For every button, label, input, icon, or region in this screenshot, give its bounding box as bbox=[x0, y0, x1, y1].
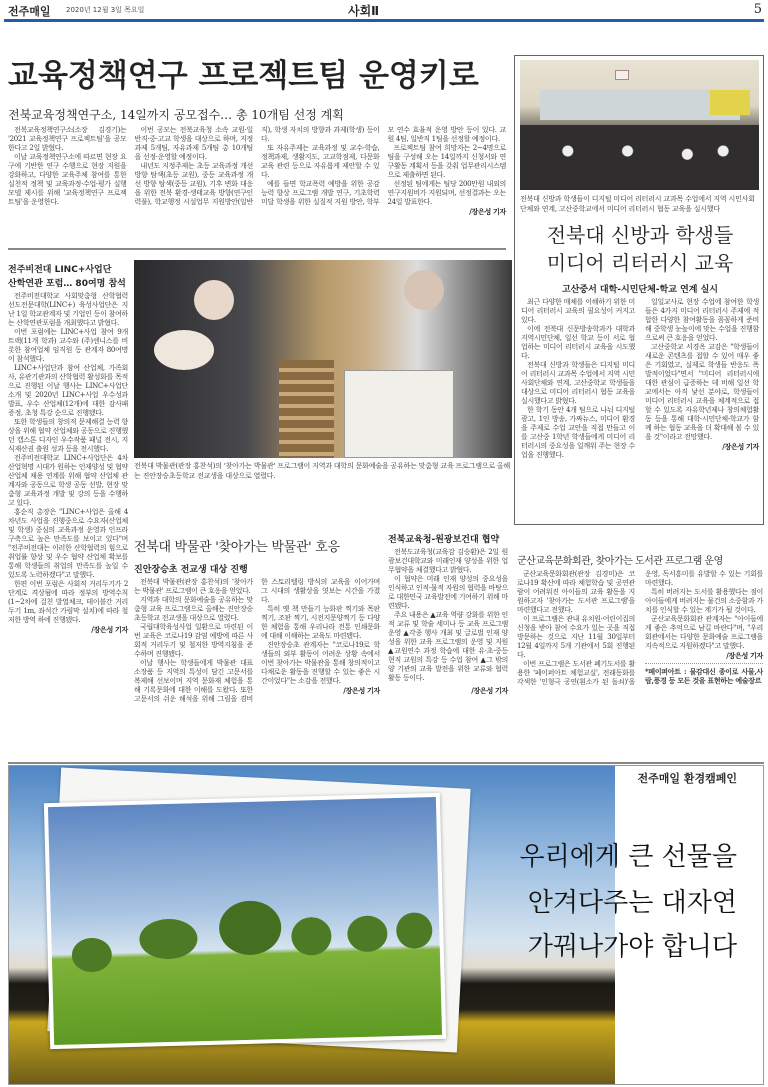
byline: /장은성 기자 bbox=[343, 686, 380, 695]
section-name: 사회Ⅱ bbox=[348, 4, 380, 18]
museum-photo-caption: 전북대 박물관(관장 홍찬석)의 '찾아가는 박물관' 프로그램이 지역과 대학의 문화예술을 공유하는 맞춤형 교육 프로그램으로 올해는 진안장승초등학교 전교생을 대상으로 열렸다. bbox=[134, 462, 511, 480]
main-subheadline: 전북교육정책연구소, 14일까지 공모접수… 총 10개팀 선정 계획 bbox=[8, 108, 344, 122]
header-rule bbox=[4, 19, 764, 22]
paragraph: 전북대 박물관(관장 홍찬석)의 '찾아가는 박물관' 프로그램이 큰 호응을 얻었다. bbox=[134, 578, 253, 595]
paragraph: 진안장승초 관계자는 "코로나19로 학생들의 외부 활동이 어려운 상황 속에서 이번 찾아가는 박물관을 통해 창의적이고 다채로운 활동을 진행할 수 있는 좋은 시간이었다"는 소감을 전했다. bbox=[261, 641, 380, 685]
paragraph: 또한 학생들의 창의적 문제해결 능력 향상을 위해 협약 산업체와 공동으로 진행했던 캡스톤 디자인 우수작품 패널 전시, 지식재산권 출원 성과 등을 전시했다. bbox=[8, 418, 128, 453]
tree-icon bbox=[139, 918, 198, 960]
paragraph: 선정된 팀에게는 팀당 200만원 내외의 연구지원비가 지원되며, 선정결과는 오는 24일 발표한다. bbox=[387, 180, 506, 206]
paragraph: 일일교사로 현장 수업에 참여한 학생들은 4가지 미디어 리터러시 주제에 적합한 다양한 참여활동을 꼼꼼하게 준비해 중학생 눈높이에 맞는 수업을 진행함으로써 큰 호응을 얻었다. bbox=[645, 298, 759, 342]
footnote: *페이퍼아트 : 물감대신 종이로 사물,사람,풍경 등 모든 것을 표현하는 예술장르 bbox=[645, 663, 763, 685]
trees-photo-card bbox=[44, 793, 446, 1049]
ad-slogan-line-3: 가꿔나가야 합니다 bbox=[527, 932, 737, 962]
paragraph: 국립대학육성사업 일환으로 마련된 이번 교육은 코로나19 감염 예방에 따른 사회적 거리두기 및 철저한 방역지침을 준수하며 진행됐다. bbox=[134, 623, 253, 658]
ad-title: 전주매일 환경캠페인 bbox=[637, 772, 737, 785]
byline: /장은성 기자 bbox=[471, 686, 508, 695]
paragraph: 최근 다양한 매체를 이해하기 위한 미디어 리터러시 교육의 필요성이 커지고 있다. bbox=[521, 298, 635, 324]
gunsan-headline: 군산교육문화회관, 찾아가는 도서관 프로그램 운영 bbox=[517, 556, 723, 567]
paragraph: 내년도 지정주제는 초등 교육과정 개선 방향 탐색(초등 교원), 중등 교육과정 개선 방향 탐색(중등 교원), 기후 변화 대응을 위한 전북 환경·생태교육 방향(연구인력풀), 학교행정 시설업무 지원방안(일반직), 학생 자치의 방향과 과제(학생) 등이다. bbox=[134, 126, 380, 206]
byline: /장은성 기자 bbox=[91, 625, 128, 634]
environment-campaign-ad bbox=[8, 765, 764, 1085]
media-article-body bbox=[521, 298, 759, 460]
main-article-body bbox=[8, 126, 506, 216]
divider bbox=[8, 762, 764, 764]
tree-icon bbox=[347, 915, 388, 952]
media-headline-2: 미디어 리터러시 교육 bbox=[546, 251, 734, 275]
office-headline: 전북교육청-원광보건대 협약 bbox=[388, 535, 500, 545]
tree-icon bbox=[396, 912, 433, 949]
paragraph: 홍순직 총장은 "LINC+사업은 올해 4차년도 사업을 진행중으로 수요자(산업체 및 학생) 중심의 교육과정 운영과 인프라 구축으로 높은 만족도를 보이고 있다"며 "전주비전대는 이러한 산학협력의 힘으로 취업률 향상 및 우수 협약 산업체 확보를 통해 학생들의 취업의 만족도를 높일 수 있도록 노력하겠다"고 말했다. bbox=[8, 508, 128, 579]
byline: /장은성 기자 bbox=[469, 207, 506, 216]
classroom-photo bbox=[520, 60, 759, 190]
paragraph: 예를 들면 학교폭력 예방을 위한 공감능력 향상 프로그램 개발 연구, 기초학력 미달 학생을 위한 실질적 지원 방안, 학부모 연수 효율적 운영 방안 등이 있다. 교원 4팀, 일반직 1팀을 선정할 예정이다. bbox=[261, 126, 506, 206]
linc-headline-2: 산학연관 포럼… 80여명 참석 bbox=[8, 279, 126, 289]
museum-subheadline: 진안장승초 전교생 대상 진행 bbox=[134, 565, 248, 575]
paragraph: 이날 행사는 학생들에게 박물관 대표 소장품 등 지역의 특성이 담긴 고문서를 복제해 선보이며 지역 문화재 체험을 통해 기록문화에 대한 이해를 도왔다. 또한 고문서의 쉬운 해석을 위해 그림을 겸비한 스토리텔링 방식의 교육을 이어가며 그 시대의 생활상을 엿보는 시간을 가졌다. bbox=[134, 578, 380, 703]
museum-article-body bbox=[134, 578, 380, 704]
media-photo-caption: 전북대 신방과 학생들이 디지털 미디어 리터러시 교과목 수업에서 지역 시민사회단체와 연계, 고산중학교에서 미디어 리터러시 협동 교육을 실시했다 bbox=[520, 195, 755, 213]
paragraph: 특히 버려지는 도서를 활용했다는 점이 아이들에게 버려지는 물건의 소중함과 가치를 인식할 수 있는 계기가 될 것이다. bbox=[645, 588, 763, 614]
paragraph: 또 자유주제는 교육과정 및 교수·학습, 정책과제, 생활지도, 고교학점제, 다문화교육 관련 등으로 자유롭게 제안할 수 있다. bbox=[261, 144, 380, 179]
ad-slogan-line-1: 우리에게 큰 선물을 bbox=[519, 842, 737, 872]
paper-name: 전주매일 bbox=[8, 5, 51, 18]
linc-headline-1: 전주비전대 LINC+사업단 bbox=[8, 265, 112, 275]
tree-icon bbox=[291, 917, 332, 956]
paragraph: 한편 이번 포럼은 사회적 거리두기가 2단계로 격상됨에 따라 정부의 방역수칙(1~2차에 걸친 발열체크, 테이블간 거리두기 1m, 좌석간 가림막 설치)에 따라 철저한 방역 하에 진행됐다. bbox=[8, 580, 128, 624]
paragraph: 전북교육정책연구소(소장 김경기)는 '2021 교육정책연구 프로젝트팀'을 공모한다고 2일 밝혔다. bbox=[8, 126, 127, 152]
tree-icon bbox=[218, 900, 281, 956]
paragraph: 이에 전북대 신문방송학과가 대학과 지역시민단체, 일선 학교 등이 서로 협업하는 미디어 리터러시 교육을 시도했다. bbox=[521, 325, 635, 360]
divider bbox=[8, 248, 506, 250]
paragraph: 한 학기 동안 4개 팀으로 나눠 디지털 광고, 1인 방송, 가짜뉴스, 미디어 환경을 주제로 수업 교안을 직접 만들고 이를 고산중 1학년 학생들에게 미디어 리터러시의 중요성을 일깨워 주는 현장 수업을 진행했다. bbox=[521, 406, 635, 459]
paragraph: 지역과 대학의 문화예술을 공유하는 맞춤형 교육 프로그램으로 올해는 진안장승초등학교 전교생을 대상으로 열렸다. bbox=[134, 596, 253, 622]
paragraph: 주요 내용은 ▲교육 역량 강화를 위한 인적 교류 및 학술 세미나 등 교육 프로그램 운영 ▲각종 행사 개최 및 글로벌 인재 양성을 위한 교육 프로그램의 운영 및 지원 ▲교원연수 과정 학습에 대한 유·초·중등 현직 교원의 특강 등 수업 참여 ▲그 밖의 양 기관의 교육 발전을 위한 교류와 협력 활동 등이다. bbox=[388, 611, 508, 682]
paragraph: 이 협약은 미래 인재 양성의 중요성을 인식하고 인적·물적 자원의 협력을 바탕으로 대한민국 교육발전에 기여하기 위해 마련됐다. bbox=[388, 575, 508, 610]
paragraph: LINC+사업단과 참여 산업체, 가족회사, 유관기관과의 산학협력 활성화를 목적으로 진행된 이날 행사는 LINC+사업단 소개 및 2020년 LINC+사업 우수성과 발표, 우수 산업체(12개)에 대한 감사패 증정, 초청 특강 순으로 진행됐다. bbox=[8, 364, 128, 417]
page-number: 5 bbox=[753, 2, 762, 17]
paragraph: 전주비전대학교 LINC+사업단은 4차 산업혁명 시대가 원하는 인재양성 및 협약산업체 채용 연계를 위해 협약 산업체 관계자와 공동으로 학생 공동 선발, 현장 맞춤형 교육과정 개발 및 강의 등을 수행하고 있다. bbox=[8, 454, 128, 507]
office-article-body bbox=[388, 548, 508, 695]
museum-photo bbox=[134, 260, 512, 458]
paragraph: 이날 교육정책연구소에 따르면 현장 요구에 기반한 연구 수행으로 현장 지원을 강화하고, 다양한 교육주체 참여를 통한 실천적 정책 및 교육과정·수업·평가 실행 모델 제시를 위해 '교육정책연구 프로젝트팀'을 운영한다. bbox=[8, 153, 127, 206]
paragraph: 군산교육문화회관 관계자는 "아이들에게 좋은 추억으로 남길 바란다"며, "우리 회관에서는 다양한 문화예술 프로그램을 지속적으로 지원하겠다"고 말했다. bbox=[645, 615, 763, 650]
byline: /장은성 기자 bbox=[726, 651, 763, 660]
paragraph: 프로젝트팀 참여 희망자는 2~4명으로 팀을 구성해 오는 14일까지 신청서와 연구활동 계획서 등을 갖춰 업무관리시스템으로 제출하면 된다. bbox=[387, 144, 506, 179]
paragraph: 군산교육문화회관(관장 김경미)은 코로나19 확산에 따라 체험학습 및 공연관람이 어려워진 아이들의 교육 활동을 지원하고자 '찾아가는 도서관 프로그램'을 마련했다고 전했다. bbox=[517, 570, 635, 614]
byline: /장은성 기자 bbox=[722, 442, 759, 451]
page-header bbox=[8, 2, 762, 20]
paragraph: 전주비전대학교 사회맞춤형 산학협력 선도전문대학(LINC+) 육성사업단은 지난 1일 학교관계자 및 기업인 등이 참여하는 산학연관포럼을 개최했다고 밝혔다. bbox=[8, 292, 128, 327]
paragraph: 이번 프로그램은 도서관 폐기도서를 활용한 '페이퍼아트 체험교실', 전래동화를 각색한 '인형극 공연(흰소가 된 돌쇠)'을 운영, 독서흥미를 유발할 수 있는 기회를 마련했다. bbox=[517, 570, 763, 686]
issue-date: 2020년 12월 3일 목요일 bbox=[66, 6, 145, 14]
paragraph: 전북대 신방과 학생들은 디지털 미디어 리터러시 교과목 수업에서 지역 시민사회단체와 연계, 고산중학교 학생들을 대상으로 미디어 리터러시 협동 교육을 실시했다고 밝혔다. bbox=[521, 361, 635, 405]
ad-slogan-line-2: 안겨다주는 대자연 bbox=[527, 888, 737, 918]
paragraph: 이번 공모는 전북교육청 소속 교원·일반직·중·고교 학생을 대상으로 하며, 지정과제 5개팀, 자유과제 5개팀 총 10개팀을 선정·운영할 예정이다. bbox=[134, 126, 253, 161]
media-subheadline: 고산중서 대학-시민단체-학교 연계 실시 bbox=[562, 285, 718, 295]
tree-icon bbox=[71, 938, 112, 973]
media-headline-1: 전북대 신방과 학생들 bbox=[546, 223, 734, 247]
paragraph: 특히 옛 책 만들기 능화판 찍기와 목판 찍기, 조판 찍기, 시전지문양찍기 등 다양한 체험을 통해 우리나라 전통 인쇄문화에 대해 이해하는 교육도 마련됐다. bbox=[261, 605, 380, 640]
paragraph: 이 프로그램은 관내 유치원·어린이집의 신청을 받아 참여 수요가 있는 곳을 직접 방문하는 것으로 지난 11월 30일부터 12월 4일까지 5개 기관에서 5회 진행된다. bbox=[517, 615, 635, 659]
gunsan-article-body bbox=[517, 570, 763, 687]
linc-article-body bbox=[8, 292, 128, 634]
paragraph: 고산중학교 서경옥 교감은 "학생들이 새로운 콘텐츠를 접할 수 있어 매우 좋은 기회였고, 실제로 학생들 반응도 폭발적이었다"면서 "미디어 리터러시에 대한 관심이 급증하는 데 비해 일선 학교에서는 아직 낯선 분야로, 학생들이 미디어 리터러시 교육을 체계적으로 접할 수 있도록 자유학년제나 창의체험활동 등을 통해 대학-시민단체-학교가 함께 하는 협동 교육을 더 확대해 볼 수 있을 것"이라고 전망했다. bbox=[645, 343, 759, 441]
museum-headline: 전북대 박물관 '찾아가는 박물관' 호응 bbox=[134, 540, 340, 555]
paragraph: 전북도교육청(교육감 김승환)은 2일 원광보건대학교와 미래인재 양성을 위한 업무협약을 체결했다고 밝혔다. bbox=[388, 548, 508, 574]
paragraph: 이번 포럼에는 LINC+사업 참여 9개 트랙(11개 학과) 교수와 (주)센니스를 비롯한 참여업체 임직원 등 관계자 80여명이 참석했다. bbox=[8, 328, 128, 363]
main-headline: 교육정책연구 프로젝트팀 운영키로 bbox=[8, 58, 479, 94]
